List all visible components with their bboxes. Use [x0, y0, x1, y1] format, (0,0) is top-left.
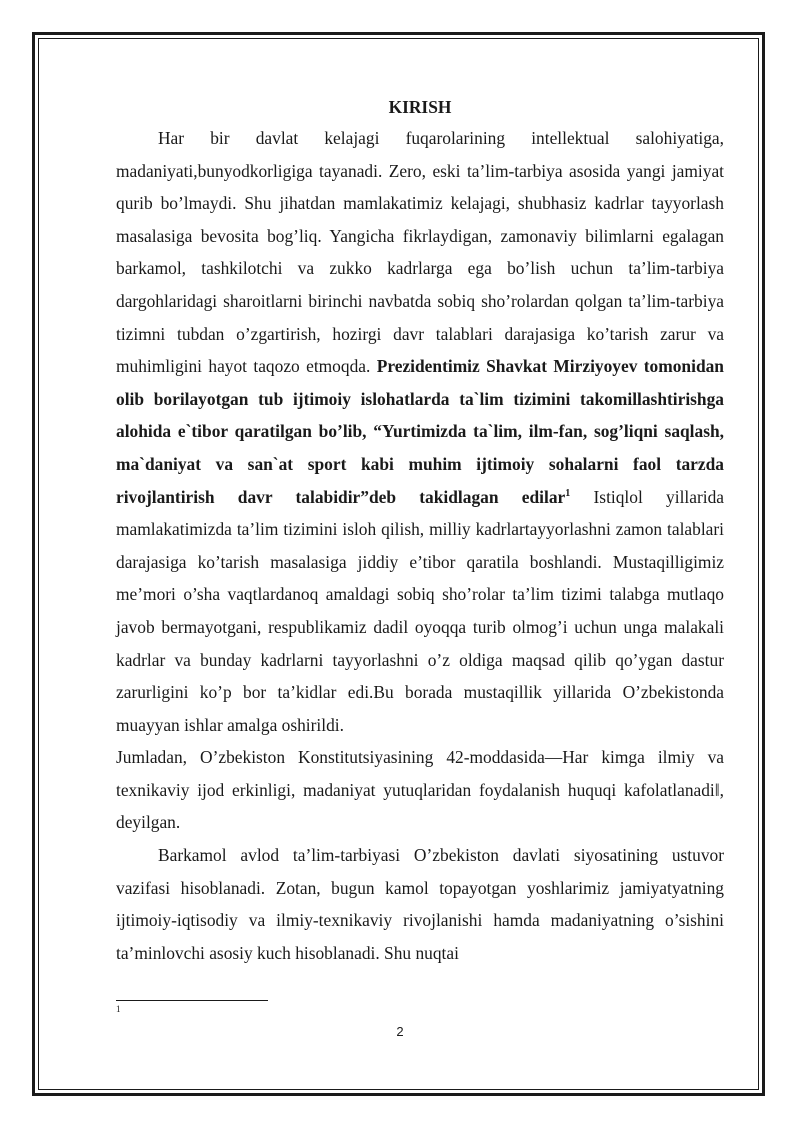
section-title: KIRISH — [388, 97, 452, 117]
paragraph-1 — [116, 122, 724, 741]
page-number: 2 — [396, 1024, 404, 1039]
footnote-reference: 1 — [565, 487, 571, 499]
paragraph-1-intro: Har bir davlat kelajagi fuqarolarining intellektual salohiyatiga, madaniyati,bunyodkorligiga tayanadi. Zero, eski ta’lim-tarbiya asosida yangi jamiyat qurib bo’lmaydi. Shu jihatdan mamlakatimiz kelajagi, shubhasiz kadrlar tayyorlash masalasiga bevosita bog’liq. Yangicha fikrlaydigan, zamonaviy bilimlarni egalagan barkamol, tashkilotchi va zukko kadrlarga ega bo’lish uchun ta’lim-tarbiya dargohlaridagi sharoitlarni birinchi navbatda sobiq sho’rolardan qolgan ta’lim-tarbiya tizimni tubdan o’zgartirish, hozirgi davr talablari darajasiga ko’tarish zarur va muhimligini hayot taqozo etmoqda. — [116, 128, 724, 377]
document-body — [116, 92, 724, 969]
footnote-separator — [116, 1000, 268, 1001]
paragraph-2: Jumladan, O’zbekiston Konstitutsiyasining 42-moddasida―Har kimga ilmiy va texnikaviy ijod erkinligi, madaniyat yutuqlaridan foydalanish huquqi kafolatlanadi‖, deyilgan. — [116, 747, 724, 833]
paragraph-3: Barkamol avlod ta’lim-tarbiyasi O’zbekiston davlati siyosatining ustuvor vazifasi hisoblanadi. Zotan, bugun kamol topayotgan yoshlarimiz jamiyatyatning ijtimoiy-iqtisodiy va ilmiy-texnikaviy rivojlanishi hamda madaniyatning o’sishini ta’minlovchi asosiy kuch hisoblanadi. Shu nuqtai — [116, 845, 724, 963]
president-quote: Prezidentimiz Shavkat Mirziyoyev tomonidan olib borilayotgan tub ijtimoiy islohatlarda ta`lim tizimini takomillashtirishga alohida e`tibor qaratilgan bo’lib, “Yurtimizda ta`lim, ilm-fan, sog’liqni saqlash, ma`daniyat va san`at sport kabi muhim ijtimoiy sohalarni faol tarzda rivojlantirish davr talabidir”deb takidlagan edilar — [116, 356, 724, 507]
paragraph-1-continuation: Istiqlol yillarida mamlakatimizda ta’lim tizimini isloh qilish, milliy kadrlartayyorlashni zamon talablari darajasiga ko’tarish masalasiga jiddiy e’tibor qaratila boshlandi. Mustaqilligimiz me’mori o’sha vaqtlardanoq amaldagi sobiq sho’rolar ta’lim tizimi talabga mutlaqo javob bermayotgani, respublikamiz dadil oyoqqa turib olmog’i uchun unga malakali kadrlar va bunday kadrlarni tayyorlashni o’z oldiga maqsad qilib qo’ygan dastur zarurligini ko’p bor ta’kidlar edi.Bu borada mustaqillik yillarida O’zbekistonda muayyan ishlar amalga oshirildi. — [116, 486, 724, 735]
footnote-mark: 1 — [116, 1004, 121, 1014]
